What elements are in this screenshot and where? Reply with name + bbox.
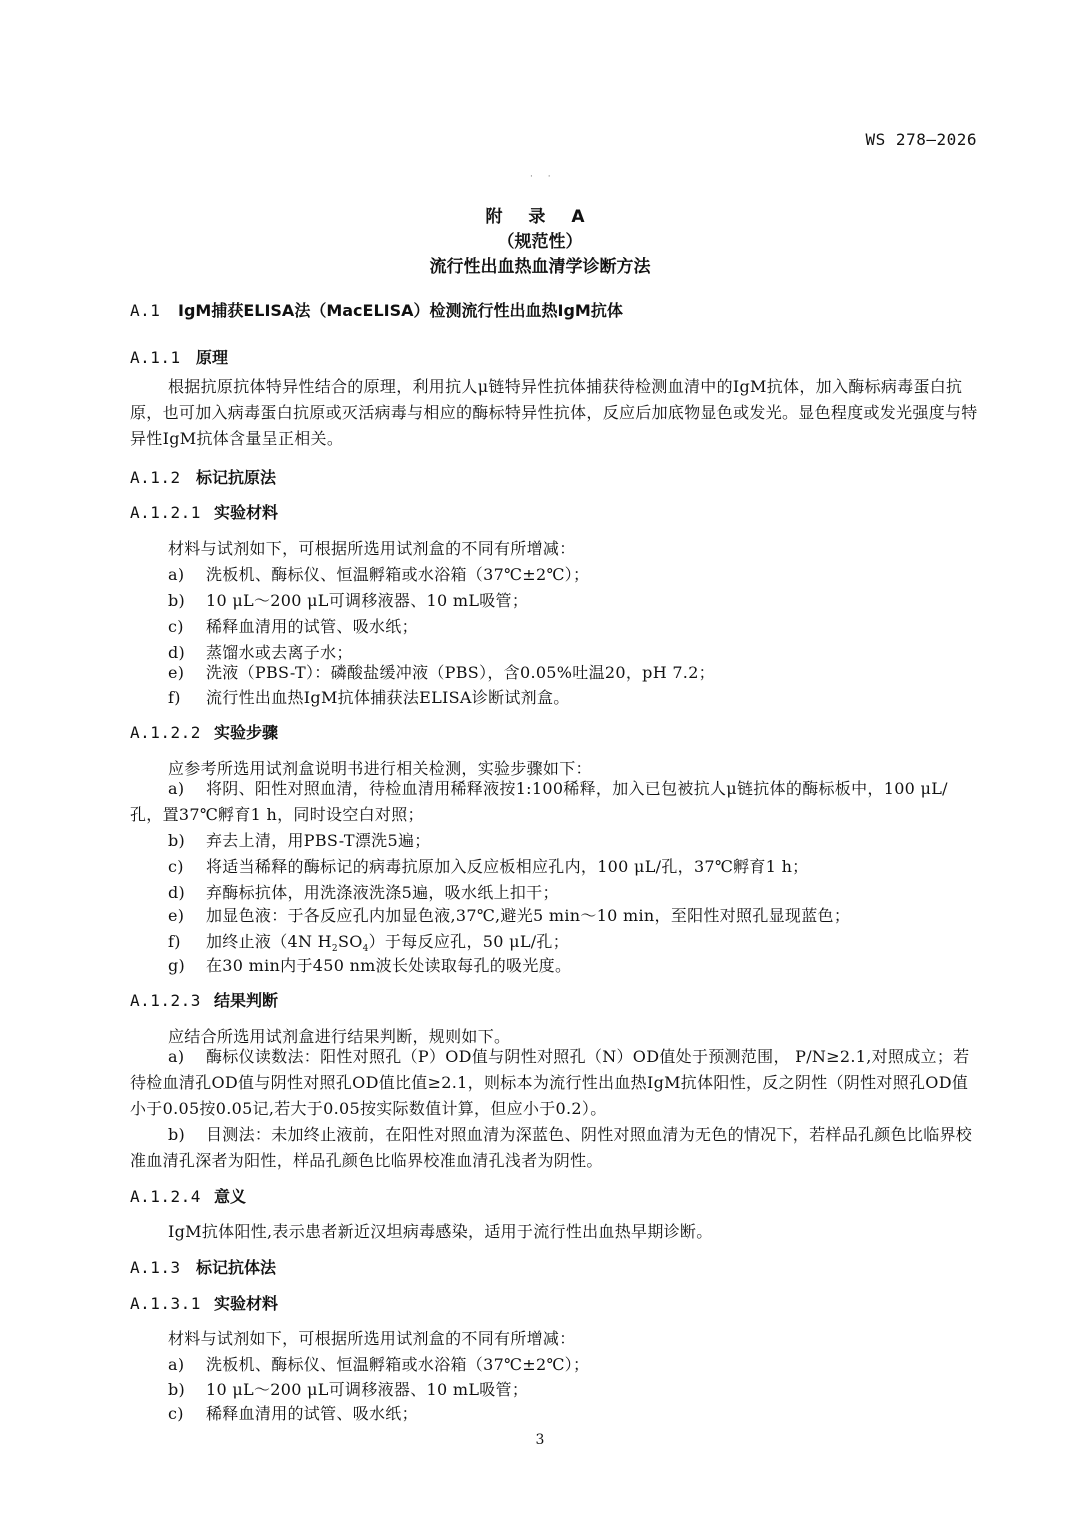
section-a13-heading: [130, 1255, 276, 1278]
list-item: a) 将阴、阳性对照血清，待检血清用稀释液按1:100稀释，加入已包被抗人μ链抗体的酶标板中，100 μL/孔，置37℃孵育1 h，同时设空白对照；: [130, 779, 948, 824]
materials-intro: 材料与试剂如下，可根据所选用试剂盒的不同有所增减：: [168, 539, 576, 558]
list-item: e) 加显色液：于各反应孔内加显色液,37℃,避光5 min～10 min，至阳性对照孔显现蓝色；: [168, 906, 851, 925]
section-a131-heading: [130, 1291, 278, 1314]
materials-intro: 材料与试剂如下，可根据所选用试剂盒的不同有所增减：: [168, 1329, 576, 1348]
list-item: a) 洗板机、酶标仪、恒温孵箱或水浴箱（37℃±2℃）；: [168, 565, 590, 584]
section-a1-heading: [130, 298, 623, 321]
section-title: 实验步骤: [214, 723, 279, 742]
list-item: b) 10 μL～200 μL可调移液器、10 mL吸管；: [168, 1380, 529, 1399]
section-number: A.1.2.2: [130, 723, 201, 742]
section-title: 意义: [214, 1187, 247, 1206]
section-a11-heading: [130, 345, 228, 368]
list-item: g) 在30 min内于450 nm波长处读取每孔的吸光度。: [168, 956, 572, 975]
list-item: b) 10 μL～200 μL可调移液器、10 mL吸管；: [168, 591, 529, 610]
section-number: A.1: [130, 301, 161, 320]
list-item: d) 弃酶标抗体，用洗涤液洗涤5遍，吸水纸上扣干；: [168, 883, 559, 902]
section-title: 实验材料: [214, 1294, 279, 1313]
section-a12-heading: [130, 465, 276, 488]
section-title: 原理: [196, 348, 229, 367]
section-number: A.1.2.4: [130, 1187, 201, 1206]
significance-paragraph: IgM抗体阳性,表示患者新近汉坦病毒感染，适用于流行性出血热早期诊断。: [168, 1222, 713, 1241]
section-number: A.1.2.3: [130, 991, 201, 1010]
appendix-nature: （规范性）: [497, 232, 583, 252]
page-number: 3: [535, 1432, 545, 1448]
section-title: 结果判断: [214, 991, 279, 1010]
list-item: c) 将适当稀释的酶标记的病毒抗原加入反应板相应孔内，100 μL/孔，37℃孵育1 h；: [168, 857, 809, 876]
section-a123-heading: [130, 988, 278, 1011]
appendix-title: 附 录 A: [485, 207, 595, 227]
section-number: A.1.1: [130, 348, 181, 367]
principle-paragraph: 根据抗原抗体特异性结合的原理，利用抗人μ链特异性抗体捕获待检测血清中的IgM抗体，加入酶标病毒蛋白抗原，也可加入病毒蛋白抗原或灭活病毒与相应的酶标特异性抗体，反应后加底物显色或发光。显色程度或发光强度与特异性IgM抗体含量呈正相关。: [130, 377, 978, 448]
list-item: f) 加终止液（4N $H_2SO_4$）于每反应孔，50 μL/孔；: [168, 932, 570, 955]
decorative-dots: · ·: [530, 172, 557, 182]
list-item: a) 洗板机、酶标仪、恒温孵箱或水浴箱（37℃±2℃）；: [168, 1355, 590, 1374]
section-a124-heading: [130, 1184, 246, 1207]
section-number: A.1.2: [130, 468, 181, 487]
section-title: 标记抗原法: [196, 468, 277, 487]
list-item: f) 流行性出血热IgM抗体捕获法ELISA诊断试剂盒。: [168, 688, 570, 707]
result-rule-a: a) 酶标仪读数法：阳性对照孔（P）OD值与阴性对照孔（N）OD值处于预测范围， P/N≥2.1,对照成立；若待检血清孔OD值与阴性对照孔OD值比值≥2.1，则标本为流行性出血热IgM抗体阳性，反之阴性（阴性对照孔OD值小于0.05按0.05记,若大于0.05按实际数值计算，但应小于0.2）。: [130, 1047, 970, 1118]
appendix-name: 流行性出血热血清学诊断方法: [429, 257, 651, 277]
result-rule-b: b) 目测法：未加终止液前，在阳性对照血清为深蓝色、阴性对照血清为无色的情况下，若样品孔颜色比临界校准血清孔深者为阳性，样品孔颜色比临界校准血清孔浅者为阴性。: [130, 1125, 973, 1170]
steps-intro: 应参考所选用试剂盒说明书进行相关检测，实验步骤如下：: [168, 759, 592, 778]
section-title: 标记抗体法: [196, 1258, 277, 1277]
section-title: IgM捕获ELISA法（MacELISA）检测流行性出血热IgM抗体: [178, 301, 623, 320]
list-item: c) 稀释血清用的试管、吸水纸；: [168, 1404, 418, 1423]
results-intro: 应结合所选用试剂盒进行结果判断，规则如下。: [168, 1027, 511, 1046]
section-number: A.1.3: [130, 1258, 181, 1277]
section-a121-heading: [130, 500, 278, 523]
section-title: 实验材料: [214, 503, 279, 522]
document-code: WS 278—2026: [865, 130, 977, 149]
list-item: e) 洗液（PBS-T）：磷酸盐缓冲液（PBS），含0.05%吐温20，pH 7.2；: [168, 663, 715, 682]
section-number: A.1.2.1: [130, 503, 201, 522]
list-item: c) 稀释血清用的试管、吸水纸；: [168, 617, 418, 636]
section-a122-heading: [130, 720, 278, 743]
list-item: d) 蒸馏水或去离子水；: [168, 643, 353, 662]
list-item: b) 弃去上清，用PBS-T漂洗5遍；: [168, 831, 431, 850]
section-number: A.1.3.1: [130, 1294, 201, 1313]
